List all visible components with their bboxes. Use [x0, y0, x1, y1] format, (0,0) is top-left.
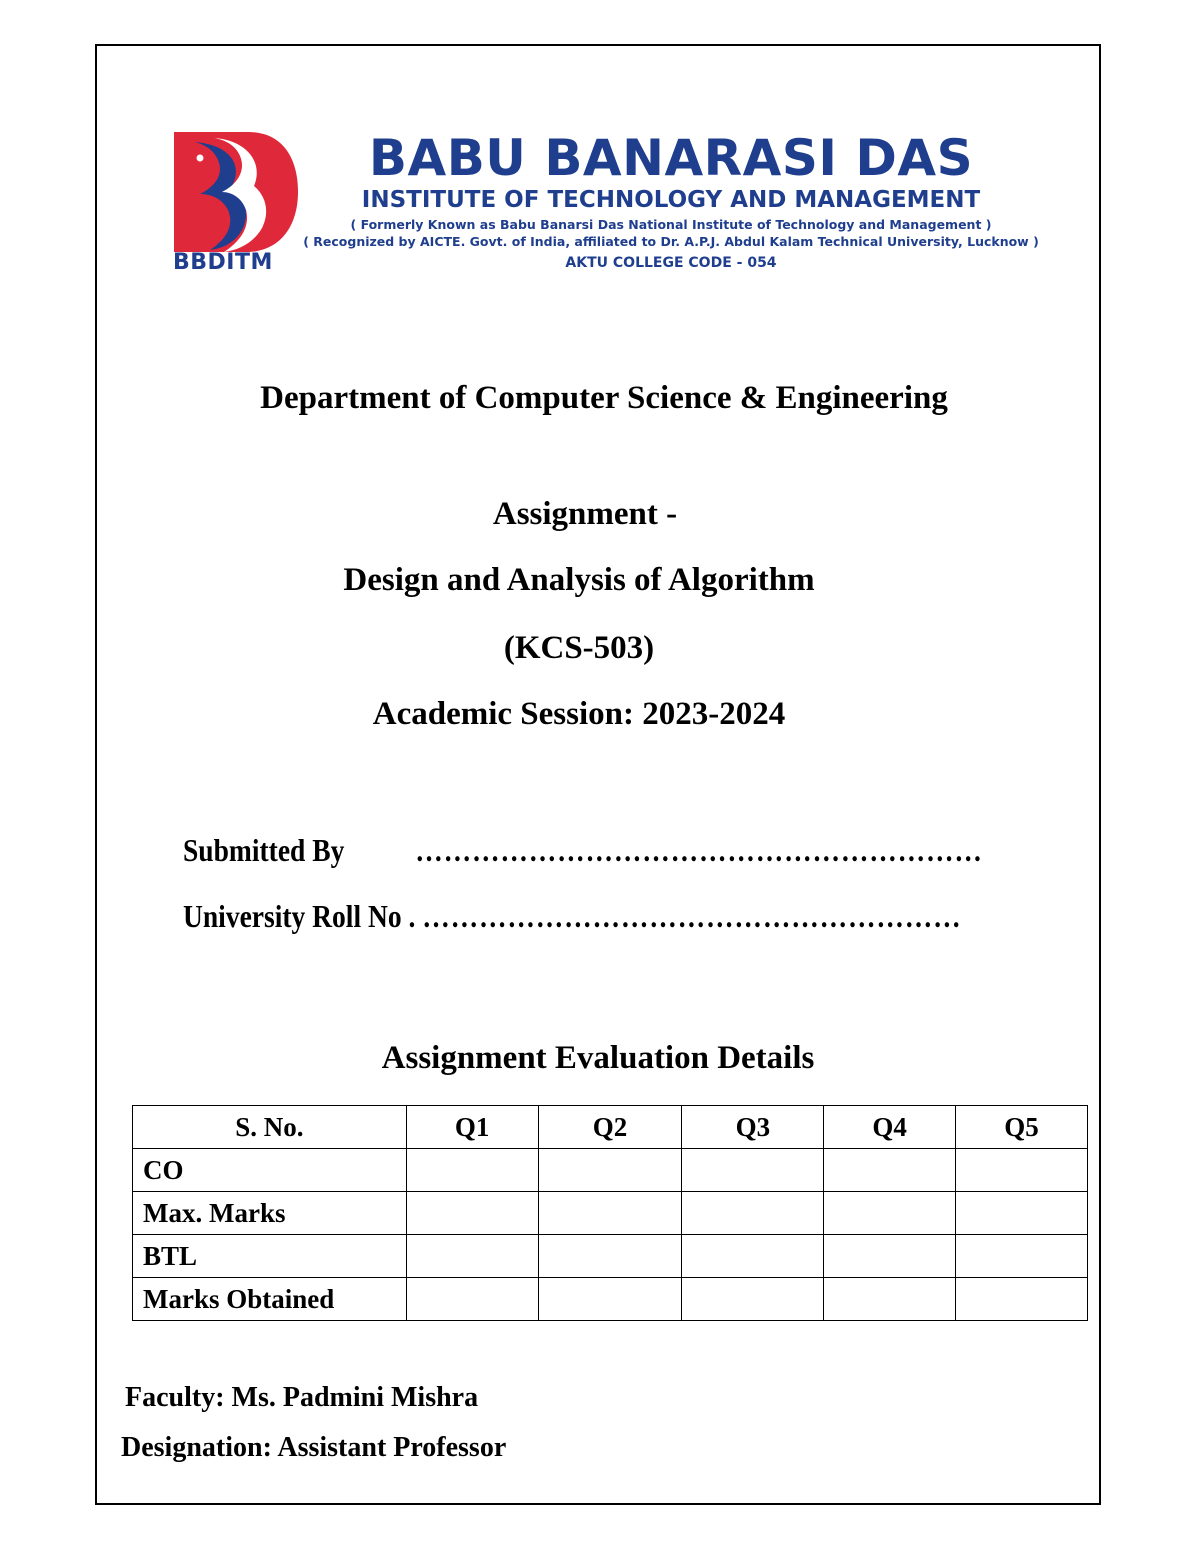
- table-cell: [538, 1278, 682, 1321]
- table-row: [133, 1235, 1088, 1278]
- table-cell: [824, 1149, 956, 1192]
- submitted-by-label: Submitted By: [183, 832, 345, 868]
- recognition-line: ( Recognized by AICTE. Govt. of India, affiliated to Dr. A.P.J. Abdul Kalam Technical University, Lucknow ): [303, 234, 1039, 249]
- table-header-row: [133, 1106, 1088, 1149]
- faculty-designation: Designation: Assistant Professor: [121, 1432, 507, 1463]
- table-cell: [956, 1149, 1088, 1192]
- table-cell: [406, 1278, 538, 1321]
- table-cell: [682, 1149, 824, 1192]
- roll-number-field: [183, 898, 961, 935]
- row-label: Max. Marks: [133, 1192, 407, 1235]
- subject-title: Design and Analysis of Algorithm: [343, 562, 815, 598]
- table-cell: [682, 1235, 824, 1278]
- table-cell: [824, 1192, 956, 1235]
- roll-number-blank: …………………………………………………: [422, 898, 962, 934]
- evaluation-title: Assignment Evaluation Details: [381, 1040, 815, 1076]
- table-cell: [824, 1278, 956, 1321]
- faculty-name: Faculty: Ms. Padmini Mishra: [125, 1382, 479, 1413]
- column-header: Q1: [406, 1106, 538, 1149]
- institute-subtitle: INSTITUTE OF TECHNOLOGY AND MANAGEMENT: [361, 187, 981, 213]
- table-cell: [406, 1235, 538, 1278]
- column-header: Q2: [538, 1106, 682, 1149]
- table-cell: [538, 1149, 682, 1192]
- row-label: CO: [133, 1149, 407, 1192]
- row-label: Marks Obtained: [133, 1278, 407, 1321]
- table-cell: [406, 1192, 538, 1235]
- institute-name: BABU BANARASI DAS: [368, 129, 974, 187]
- table-cell: [956, 1235, 1088, 1278]
- evaluation-table: [132, 1105, 1088, 1321]
- college-code: AKTU COLLEGE CODE - 054: [565, 255, 777, 271]
- table-cell: [406, 1149, 538, 1192]
- academic-session: Academic Session: 2023-2024: [372, 696, 786, 732]
- roll-number-label: University Roll No .: [183, 898, 416, 934]
- table-cell: [538, 1192, 682, 1235]
- table-cell: [956, 1278, 1088, 1321]
- logo-abbreviation: BBDITM: [173, 250, 273, 275]
- formerly-known-line: ( Formerly Known as Babu Banarsi Das National Institute of Technology and Management ): [350, 217, 992, 232]
- table-cell: [682, 1192, 824, 1235]
- submitted-by-field: [183, 832, 983, 869]
- table-cell: [824, 1235, 956, 1278]
- table-cell: [956, 1192, 1088, 1235]
- column-header: Q4: [824, 1106, 956, 1149]
- table-row: [133, 1192, 1088, 1235]
- column-header: S. No.: [133, 1106, 407, 1149]
- submitted-by-blank: ……………………………………………………: [415, 832, 983, 868]
- assignment-heading: Assignment -: [492, 496, 678, 532]
- row-label: BTL: [133, 1235, 407, 1278]
- table-cell: [538, 1235, 682, 1278]
- table-row: [133, 1149, 1088, 1192]
- column-header: Q5: [956, 1106, 1088, 1149]
- department-title: Department of Computer Science & Engineering: [260, 380, 948, 416]
- column-header: Q3: [682, 1106, 824, 1149]
- subject-code: (KCS-503): [503, 630, 655, 666]
- table-cell: [682, 1278, 824, 1321]
- table-row: [133, 1278, 1088, 1321]
